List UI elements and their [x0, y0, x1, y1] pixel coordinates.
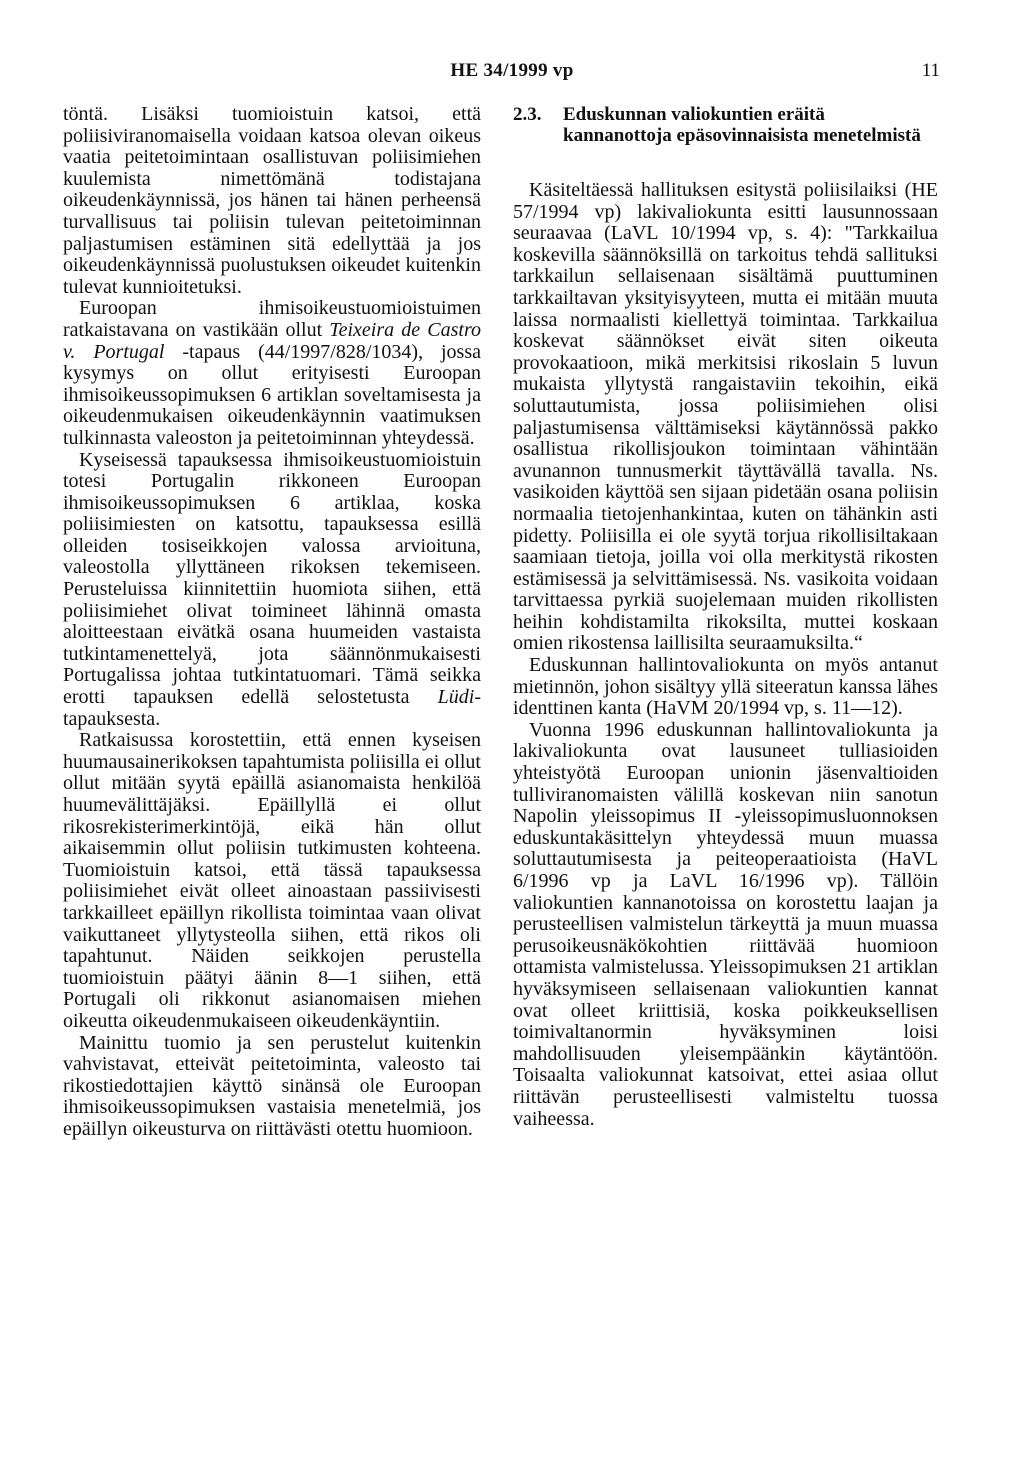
page-number: 11 [921, 60, 940, 81]
paragraph-left-1: töntä. Lisäksi tuomioistuin katsoi, että poliisiviranomaisella voidaan katsoa olevan oikeus vaatia peitetoimintaan osallistuvan poliisimiehen kuulemista nimettömänä todistajana oikeudenkäynnissä, jos hänen tai hänen perheensä turvallisuus tai poliisin tulevan peitetoiminnan paljastumisen estäminen sitä edellyttää ja jos oikeudenkäynnissä puolustuksen oikeudet kuitenkin tulevat kunnioitetuksi. [63, 103, 481, 298]
paragraph-left-3-text-a: Kyseisessä tapauksessa ihmisoikeustuomioistuin totesi Portugalin rikkoneen Euroopan ihmisoikeussopimuksen 6 artiklaa, koska poliisimiesten on katsottu, tapauksessa esillä olleiden tosiseikkojen valossa arvioituna, valeostolla yllyttäneen rikoksen tekemiseen. Perusteluissa kiinnitettiin huomiota siihen, että poliisimiehet olivat toimineet lähinnä omasta aloitteestaan eivätkä osana huumeiden vastaista tutkintamenettelyä, jota säännönmukaisesti Portugalissa johtaa tutkintatuomari. Tämä seikka erotti tapauksen edellä selostetusta [63, 448, 481, 709]
paragraph-left-3-text-b: -tapauksesta. [63, 686, 481, 730]
paragraph-right-1: Käsiteltäessä hallituksen esitystä poliisilaiksi (HE 57/1994 vp) lakivaliokunta esitti lausunnossaan seuraavaa (LaVL 10/1994 vp, s. 4): "Tarkkailua koskevilla säännöksillä on tarkoitus tehdä sallituksi tarkkailun sellaisenaan sisältämä puuttuminen tarkkailtavan yksityisyyteen, mutta ei mitään muuta laissa normaalisti kiellettyä toimintaa. Tarkkailua koskevat säännökset eivät siten oikeuta provokaatioon, mikä merkitsisi rikoslain 5 luvun mukaista yllytystä rangaistaviin tekoihin, eikä soluttautumista, jossa poliisimiehen olisi paljastumisensa välttämiseksi käytännössä pakko osallistua rikollisjoukon toimintaan vähintään avunannon tunnusmerkit täyttävällä tavalla. Ns. vasikoiden käyttöä sen sijaan pidetään osana poliisin normaalia tietojenhankintaa, kuten on tähänkin asti pidetty. Poliisilla ei ole syytä torjua rikollisiltakaan saamiaan tietoja, joilla voi olla merkitystä rikosten estämisessä ja selvittämisessä. Ns. vasikoita voidaan tarvittaessa pyrkiä suojelemaan muiden rikollisten heihin kohdistamilta rikoksilta, muttei koskaan omien rikostensa laillisilta seuraamuksilta.“ [513, 179, 938, 655]
section-title: Eduskunnan valiokuntien eräitä kannanottoja epäsovinnaisista menetelmistä [563, 104, 921, 146]
paragraph-left-2 [63, 298, 481, 449]
page-header [0, 60, 1024, 90]
case-name-teixeira: Teixeira de Castro v. Portugal [63, 318, 481, 363]
paragraph-left-5: Mainittu tuomio ja sen perustelut kuitenkin vahvistavat, etteivät peitetoiminta, valeosto tai rikostiedottajien käyttö sinänsä ole Euroopan ihmisoikeussopimuksen vastaisia menetelmiä, jos epäillyn oikeusturva on riittävästi otettu huomioon. [63, 1031, 481, 1140]
paragraph-left-3 [63, 450, 481, 731]
paragraph-left-2-text-a: Euroopan ihmisoikeustuomioistuimen ratkaistavana on vastikään ollut [63, 297, 481, 341]
case-name-ludi: Lüdi [437, 686, 475, 709]
section-heading [513, 104, 938, 146]
left-column [63, 104, 481, 1141]
paragraph-right-2: Eduskunnan hallintovaliokunta on myös antanut mietinnön, johon sisältyy yllä siteeratun kanssa lähes identtinen kanta (HaVM 20/1994 vp, s. 11—12). [513, 654, 938, 720]
document-identifier: HE 34/1999 vp [450, 60, 574, 81]
paragraph-left-4: Ratkaisussa korostettiin, että ennen kyseisen huumausainerikoksen tapahtumista poliisilla ei ollut ollut mitään syytä epäillä asianomaista henkilöä huumevälittäjäksi. Epäillyllä ei ollut rikosrekisterimerkintöjä, eikä hän ollut aikaisemmin ollut poliisin tutkimusten kohteena. Tuomioistuin katsoi, että tässä tapauksessa poliisimiehet eivät olleet ainoastaan passiivisesti tarkkailleet epäillyn rikollista toimintaa vaan olivat vaikuttaneet yllytysteolla siihen, että rikos oli tapahtunut. Näiden seikkojen perustella tuomioistuin päätyi äänin 8—1 siihen, että Portugali oli rikkonut asianomaisen miehen oikeutta oikeudenmukaiseen oikeudenkäyntiin. [63, 729, 481, 1032]
section-number: 2.3. [513, 104, 542, 125]
paragraph-left-2-text-b: -tapaus (44/1997/828/1034), jossa kysymys on ollut erityisesti Euroopan ihmisoikeussopimuksen 6 artiklan soveltamisesta ja oikeudenmukaisen oikeudenkäynnin vaatimuksen tulkinnasta valeoston ja peitetoiminnan yhteydessä. [63, 340, 481, 449]
right-column [513, 104, 938, 1130]
paragraph-right-3: Vuonna 1996 eduskunnan hallintovaliokunta ja lakivaliokunta ovat lausuneet tulliasioiden yhteistyötä Euroopan unionin jäsenvaltioiden tulliviranomaisten välillä koskevan niin sanotun Napolin yleissopimus II -yleissopimusluonnoksen eduskuntakäsittelyn yhteydessä muun muassa soluttautumisesta ja peiteoperaatioista (HaVL 6/1996 vp ja LaVL 16/1996 vp). Tällöin valiokuntien kannanotoissa on korostettu laajan ja perusteellisen valmistelun tärkeyttä ja muun muassa perusoikeusnäkökohtien riittävää huomioon ottamista valmistelussa. Yleissopimuksen 21 artiklan hyväksymiseen sellaisenaan valiokuntien kannat ovat olleet kriittisiä, koska poikkeuksellisen toimivaltanormin hyväksyminen loisi mahdollisuuden yleisempäänkin käytäntöön. Toisaalta valiokunnat katsoivat, ettei asiaa ollut riittävän perusteellisesti valmisteltu tuossa vaiheessa. [513, 718, 938, 1130]
